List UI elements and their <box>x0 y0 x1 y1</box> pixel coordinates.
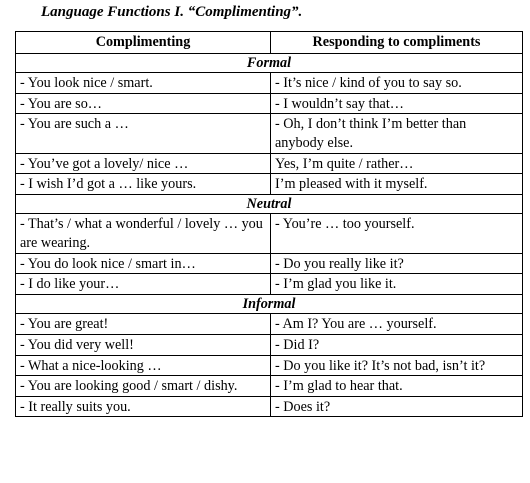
table-row <box>16 334 523 355</box>
response-cell: - I wouldn’t say that… <box>271 93 523 114</box>
compliment-cell: - You are such a … <box>16 114 271 153</box>
response-cell: I’m pleased with it myself. <box>271 174 523 195</box>
response-cell: - It’s nice / kind of you to say so. <box>271 73 523 94</box>
section-row-informal <box>16 294 523 314</box>
response-cell: - Does it? <box>271 396 523 417</box>
table-row <box>16 174 523 195</box>
response-cell: - Do you like it? It’s not bad, isn’t it? <box>271 355 523 376</box>
complimenting-table <box>15 31 523 417</box>
response-cell: - I’m glad you like it. <box>271 274 523 295</box>
table-row <box>16 274 523 295</box>
response-cell: - Did I? <box>271 334 523 355</box>
table-row <box>16 355 523 376</box>
response-cell: Yes, I’m quite / rather… <box>271 153 523 174</box>
compliment-cell: - You’ve got a lovely/ nice … <box>16 153 271 174</box>
compliment-cell: - You do look nice / smart in… <box>16 253 271 274</box>
section-label: Formal <box>16 53 523 73</box>
table-row <box>16 153 523 174</box>
section-label: Informal <box>16 294 523 314</box>
table-header-row <box>16 32 523 54</box>
document-title: Language Functions I. “Complimenting”. <box>41 4 303 20</box>
compliment-cell: - What a nice-looking … <box>16 355 271 376</box>
table-row <box>16 214 523 253</box>
compliment-cell: - I do like your… <box>16 274 271 295</box>
section-row-formal <box>16 53 523 73</box>
compliment-cell: - You are great! <box>16 314 271 335</box>
compliment-cell: - You are looking good / smart / dishy. <box>16 376 271 397</box>
header-responding: Responding to compliments <box>271 32 523 54</box>
compliment-cell: - That’s / what a wonderful / lovely … you are wearing. <box>16 214 271 253</box>
response-cell: - You’re … too yourself. <box>271 214 523 253</box>
response-cell: - I’m glad to hear that. <box>271 376 523 397</box>
section-row-neutral <box>16 194 523 214</box>
compliment-cell: - It really suits you. <box>16 396 271 417</box>
compliment-cell: - You are so… <box>16 93 271 114</box>
table-row <box>16 114 523 153</box>
table-row <box>16 73 523 94</box>
response-cell: - Do you really like it? <box>271 253 523 274</box>
compliment-cell: - You did very well! <box>16 334 271 355</box>
compliment-cell: - I wish I’d got a … like yours. <box>16 174 271 195</box>
response-cell: - Am I? You are … yourself. <box>271 314 523 335</box>
compliment-cell: - You look nice / smart. <box>16 73 271 94</box>
response-cell: - Oh, I don’t think I’m better than anybody else. <box>271 114 523 153</box>
table-row <box>16 396 523 417</box>
table-row <box>16 314 523 335</box>
table-row <box>16 376 523 397</box>
table-row <box>16 93 523 114</box>
table-row <box>16 253 523 274</box>
section-label: Neutral <box>16 194 523 214</box>
header-complimenting: Complimenting <box>16 32 271 54</box>
